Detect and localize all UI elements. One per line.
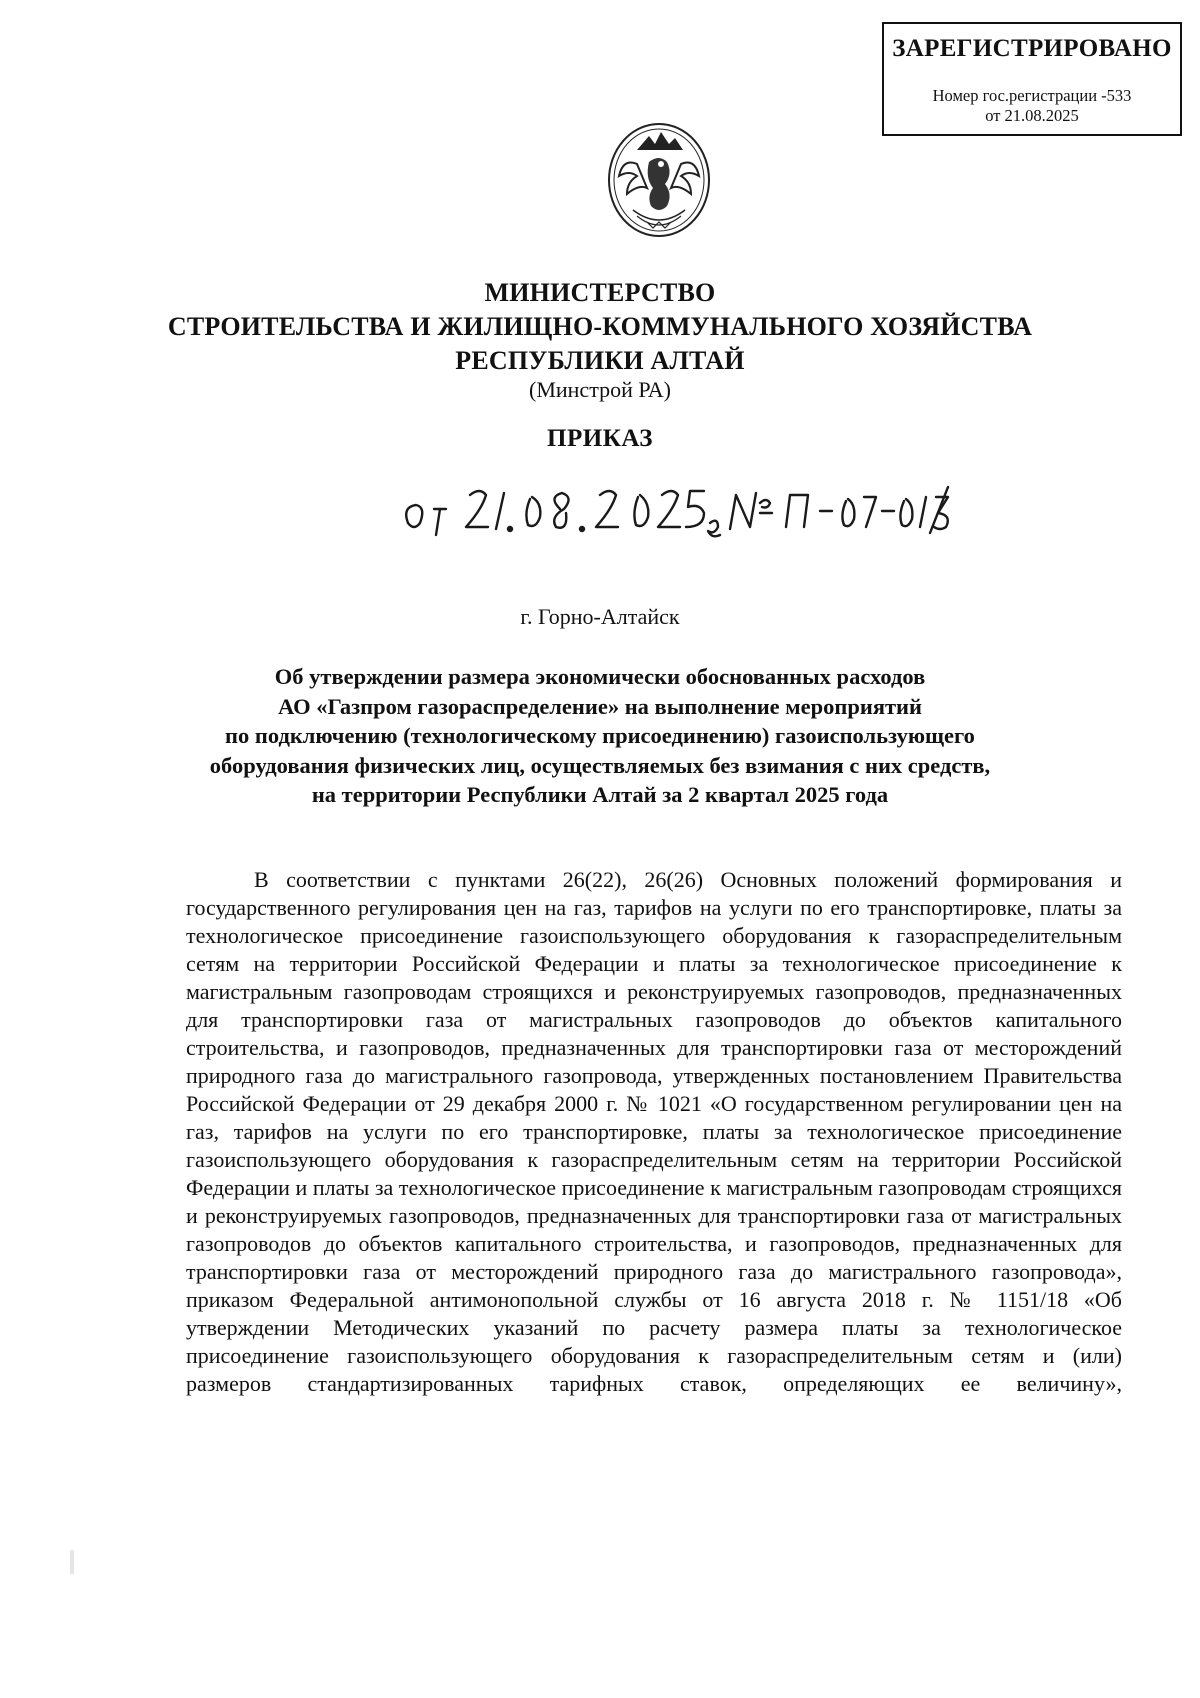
subject-line-1: Об утверждении размера экономически обоснованных расходов (274, 664, 926, 689)
subject-line-3: по подключению (технологическому присоединению) газоиспользующего (225, 723, 975, 748)
scan-artifact (70, 1550, 74, 1574)
registration-stamp (882, 22, 1182, 136)
order-subject (0, 662, 1200, 810)
ministry-line-3: РЕСПУБЛИКИ АЛТАЙ (455, 346, 745, 375)
ministry-line-2: СТРОИТЕЛЬСТВА И ЖИЛИЩНО-КОММУНАЛЬНОГО ХОЗЯЙСТВА (167, 312, 1033, 341)
city: г. Горно-Алтайск (520, 604, 680, 629)
ministry-line-1: МИНИСТЕРСТВО (484, 278, 716, 307)
stamp-reg-date: от 21.08.2025 (985, 106, 1079, 125)
order-title: ПРИКАЗ (547, 425, 653, 452)
subject-line-2: АО «Газпром газораспределение» на выполнение мероприятий (278, 693, 922, 719)
altai-republic-coat-of-arms-icon (603, 118, 715, 248)
subject-line-5: на территории Республики Алтай за 2 квартал 2025 года (311, 782, 889, 807)
subject-line-4: оборудования физических лиц, осуществляемых без взимания с них средств, (209, 752, 991, 778)
stamp-reg-number: Номер гос.регистрации -533 (932, 86, 1132, 105)
stamp-title: ЗАРЕГИСТРИРОВАНО (892, 35, 1172, 62)
body-paragraph: В соответствии с пунктами 26(22), 26(26) Основных положений формирования и государственного регулирования цен на газ, тарифов на услуги по его транспортировке, платы за технологическое присоединение газоиспользующего оборудования к газораспределительным сетям на территории Российской Федерации и платы за технологическое присоединение к магистральным газопроводам строящихся и реконструируемых газопроводов, предназначенных для транспортировки газа от магистральных газопроводов до объектов капитального строительства, и газопроводов, предназначенных для транспортировки газа от месторождений природного газа до магистрального газопровода, утвержденных постановлением Правительства Российской Федерации от 29 декабря 2000 г. № 1021 «О государственном регулировании цен на газ, тарифов на услуги по его транспортировке, платы за технологическое присоединение газоиспользующего оборудования к газораспределительным сетям на территории Российской Федерации и платы за технологическое присоединение к магистральным газопроводам строящихся и реконструируемых газопроводов, предназначенных для транспортировки газа от магистральных газопроводов до объектов капитального строительства, и газопроводов, предназначенных для транспортировки газа от месторождений природного газа до магистрального газопровода», приказом Федеральной антимонопольной службы от 16 августа 2018 г. № 1151/18 «Об утверждении Методических указаний по расчету размера платы за технологическое присоединение газоиспользующего оборудования к газораспределительным сетям и (или) размеров стандартизированных тарифных ставок, определяющих ее величину», (186, 867, 1122, 1396)
handwritten-order-date-number (400, 473, 960, 545)
ministry-short-name: (Минстрой РА) (529, 377, 671, 402)
ministry-name (0, 276, 1200, 378)
